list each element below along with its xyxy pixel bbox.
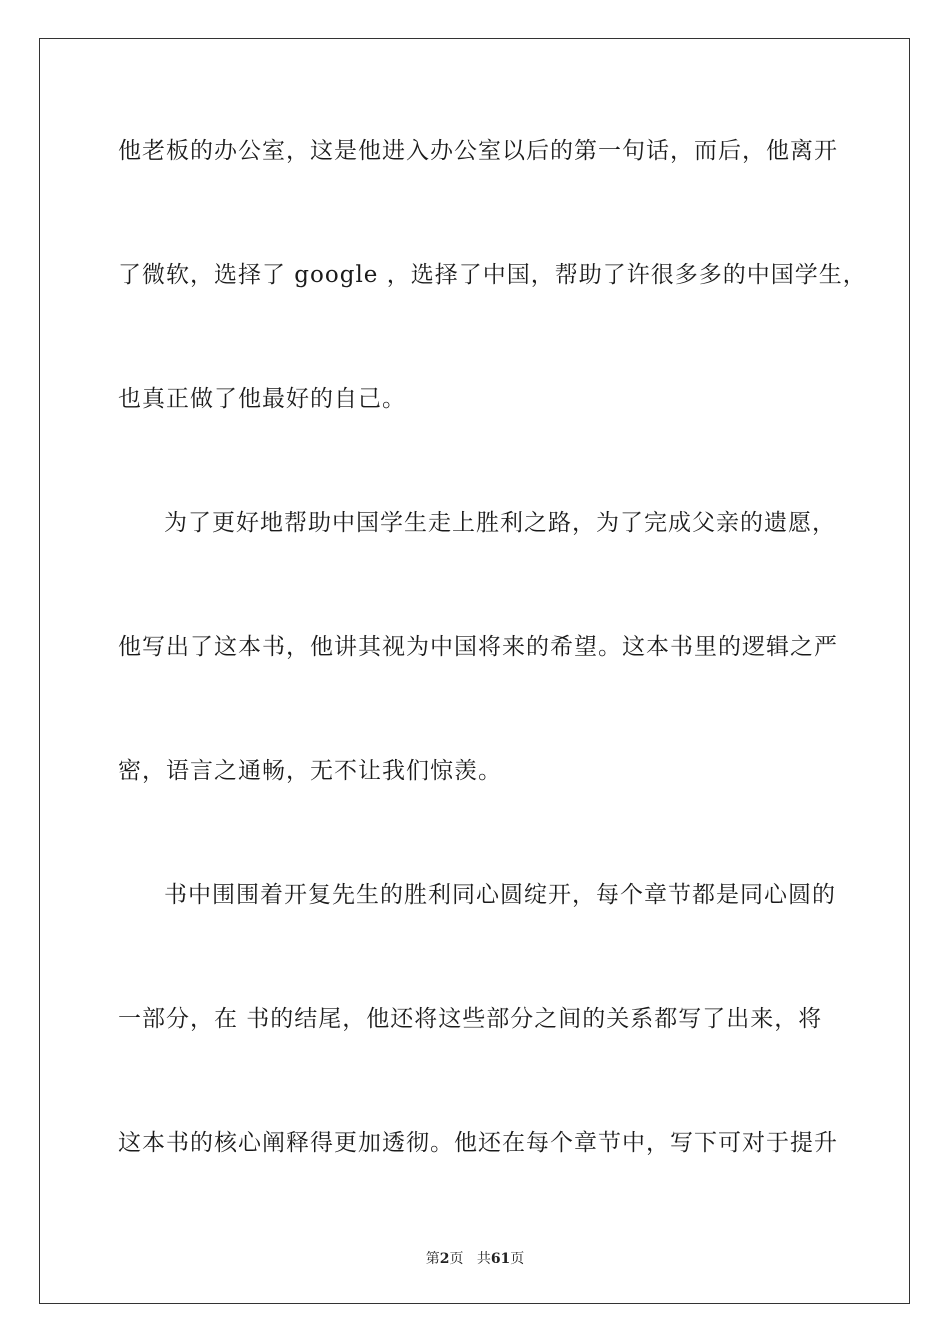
page-prefix: 第 <box>425 1251 440 1267</box>
text-line-1: 他老板的办公室，这是他进入办公室以后的第一句话，而后，他离开 <box>118 138 838 164</box>
paragraph-3-line-2: 一部分，在 书的结尾，他还将这些部分之间的关系都写了出来，将 <box>118 1006 823 1032</box>
paragraph-2-line-2: 他写出了这本书，他讲其视为中国将来的希望。这本书里的逻辑之严 <box>118 634 838 660</box>
total-prefix: 共 <box>476 1251 491 1267</box>
page-suffix: 页 <box>449 1251 464 1267</box>
page-border <box>39 38 910 1304</box>
page-footer <box>0 1248 950 1268</box>
paragraph-3-line-3: 这本书的核心阐释得更加透彻。他还在每个章节中，写下可对于提升 <box>118 1130 838 1156</box>
paragraph-2-line-1: 为了更好地帮助中国学生走上胜利之路，为了完成父亲的遗愿， <box>164 510 836 536</box>
total-suffix: 页 <box>510 1251 525 1267</box>
page-number: 2 <box>439 1251 450 1267</box>
paragraph-2-line-3: 密，语言之通畅，无不让我们惊羡。 <box>118 758 502 784</box>
text-line-2: 了微软，选择了 google ，选择了中国，帮助了许很多多的中国学生， <box>118 262 867 288</box>
paragraph-3-line-1: 书中围围着开复先生的胜利同心圆绽开，每个章节都是同心圆的 <box>164 882 836 908</box>
text-line-3: 也真正做了他最好的自己。 <box>118 386 406 412</box>
total-pages: 61 <box>490 1251 511 1267</box>
